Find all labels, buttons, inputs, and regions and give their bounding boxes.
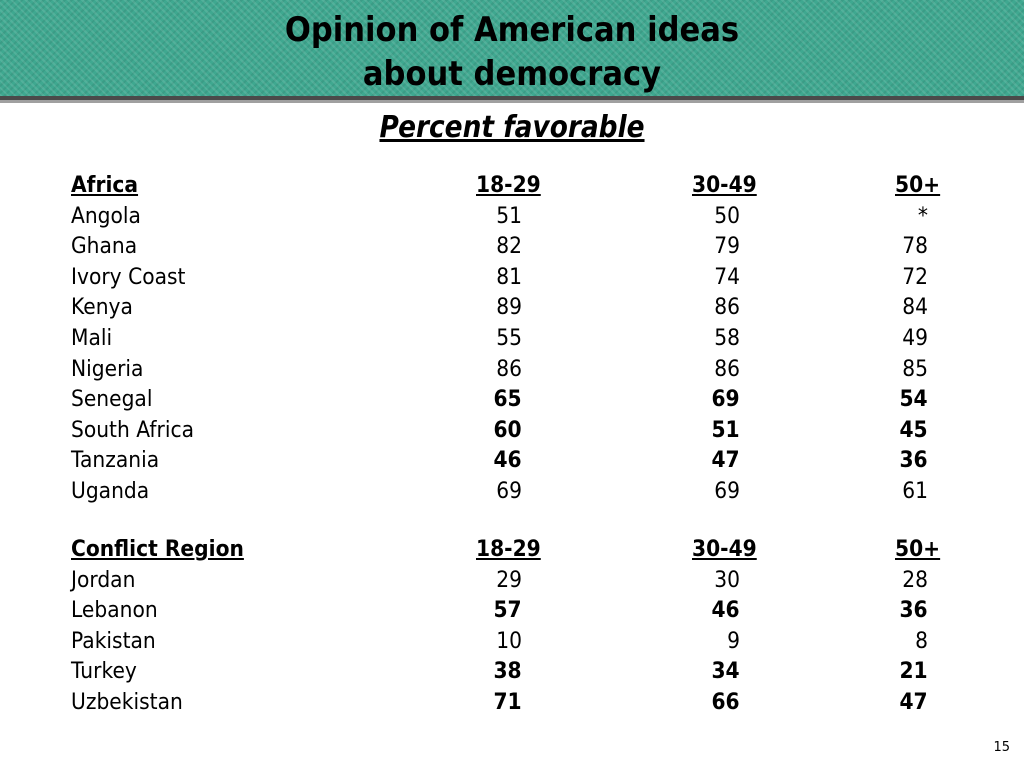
table-row xyxy=(0,688,1024,719)
table-row xyxy=(0,385,1024,416)
country-name: Pakistan xyxy=(71,628,156,654)
value-18-29: 86 xyxy=(496,356,522,382)
table-row xyxy=(0,263,1024,294)
value-50-plus: 72 xyxy=(902,264,928,290)
value-18-29: 65 xyxy=(493,387,522,413)
value-50-plus: 47 xyxy=(899,689,928,715)
value-30-49: 47 xyxy=(711,448,740,474)
table-row xyxy=(0,627,1024,658)
value-30-49: 9 xyxy=(727,628,740,654)
value-50-plus: 61 xyxy=(902,478,928,504)
value-18-29: 81 xyxy=(496,264,522,290)
conflict-region-section xyxy=(0,535,1024,719)
page-number: 15 xyxy=(993,740,1010,755)
country-name: South Africa xyxy=(71,417,194,443)
section-heading: Conflict Region xyxy=(71,537,244,562)
value-30-49: 66 xyxy=(711,689,740,715)
column-header-18-29: 18-29 xyxy=(475,173,541,198)
country-name: Ivory Coast xyxy=(71,264,186,290)
title-banner xyxy=(0,0,1024,96)
slide-subtitle: Percent favorable xyxy=(379,110,645,145)
value-30-49: 50 xyxy=(714,203,740,229)
value-18-29: 60 xyxy=(493,417,522,443)
value-50-plus: * xyxy=(917,203,928,229)
value-50-plus: 36 xyxy=(899,448,928,474)
table-row xyxy=(0,596,1024,627)
value-18-29: 51 xyxy=(496,203,522,229)
table-row xyxy=(0,232,1024,263)
value-30-49: 86 xyxy=(714,356,740,382)
slide-title xyxy=(51,8,973,96)
table-row xyxy=(0,446,1024,477)
table-row xyxy=(0,566,1024,597)
value-50-plus: 21 xyxy=(899,659,928,685)
section-header-row xyxy=(0,171,1024,202)
country-name: Mali xyxy=(71,325,113,351)
country-name: Angola xyxy=(71,203,141,229)
value-30-49: 86 xyxy=(714,295,740,321)
slide-title-line-1: Opinion of American ideas xyxy=(284,10,740,50)
value-50-plus: 45 xyxy=(899,417,928,443)
value-50-plus: 85 xyxy=(902,356,928,382)
value-30-49: 69 xyxy=(711,387,740,413)
value-30-49: 58 xyxy=(714,325,740,351)
value-18-29: 38 xyxy=(493,659,522,685)
value-18-29: 46 xyxy=(493,448,522,474)
value-50-plus: 36 xyxy=(899,598,928,624)
table-row xyxy=(0,416,1024,447)
table-row xyxy=(0,324,1024,355)
value-30-49: 46 xyxy=(711,598,740,624)
africa-section xyxy=(0,171,1024,508)
country-name: Turkey xyxy=(71,659,137,685)
country-name: Uganda xyxy=(71,478,150,504)
value-50-plus: 84 xyxy=(902,295,928,321)
column-header-30-49: 30-49 xyxy=(691,537,757,562)
table-row xyxy=(0,657,1024,688)
country-name: Tanzania xyxy=(71,448,160,474)
value-18-29: 89 xyxy=(496,295,522,321)
value-18-29: 71 xyxy=(493,689,522,715)
country-name: Senegal xyxy=(71,387,153,413)
value-30-49: 74 xyxy=(714,264,740,290)
value-50-plus: 28 xyxy=(902,567,928,593)
country-name: Uzbekistan xyxy=(71,689,183,715)
banner-divider-light xyxy=(0,100,1024,103)
value-30-49: 51 xyxy=(711,417,740,443)
value-50-plus: 49 xyxy=(902,325,928,351)
value-50-plus: 8 xyxy=(915,628,928,654)
value-50-plus: 54 xyxy=(899,387,928,413)
value-30-49: 79 xyxy=(714,234,740,260)
section-header-row xyxy=(0,535,1024,566)
value-30-49: 34 xyxy=(711,659,740,685)
country-name: Nigeria xyxy=(71,356,144,382)
slide-title-line-2: about democracy xyxy=(362,54,662,94)
value-18-29: 29 xyxy=(496,567,522,593)
table-row xyxy=(0,293,1024,324)
value-18-29: 82 xyxy=(496,234,522,260)
value-18-29: 69 xyxy=(496,478,522,504)
country-name: Ghana xyxy=(71,234,138,260)
country-name: Kenya xyxy=(71,295,133,321)
table-row xyxy=(0,202,1024,233)
value-18-29: 55 xyxy=(496,325,522,351)
value-18-29: 10 xyxy=(496,628,522,654)
table-row xyxy=(0,355,1024,386)
column-header-18-29: 18-29 xyxy=(475,537,541,562)
table-row xyxy=(0,477,1024,508)
column-header-50-plus: 50+ xyxy=(894,537,941,562)
column-header-50-plus: 50+ xyxy=(894,173,941,198)
section-heading: Africa xyxy=(71,173,139,198)
column-header-30-49: 30-49 xyxy=(691,173,757,198)
value-30-49: 69 xyxy=(714,478,740,504)
value-50-plus: 78 xyxy=(902,234,928,260)
country-name: Jordan xyxy=(71,567,136,593)
country-name: Lebanon xyxy=(71,598,158,624)
value-18-29: 57 xyxy=(493,598,522,624)
value-30-49: 30 xyxy=(714,567,740,593)
